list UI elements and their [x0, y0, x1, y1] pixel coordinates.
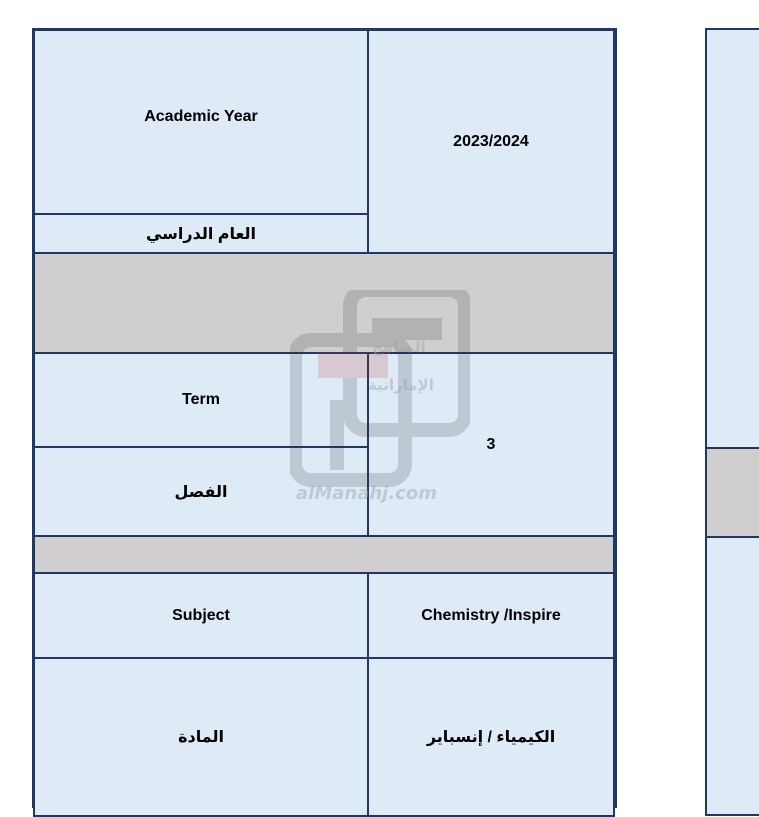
right-table-separator [705, 447, 759, 538]
subject-label-en: Subject [33, 572, 369, 659]
right-table-cell-top [705, 28, 759, 449]
watermark-text: alManahj.com [296, 483, 437, 504]
academic-year-label-ar: العام الدراسي [33, 213, 369, 254]
academic-year-label-en: Academic Year [33, 29, 369, 215]
subject-label-ar: المادة [33, 657, 369, 817]
term-value: 3 [367, 352, 615, 537]
academic-year-value: 2023/2024 [367, 29, 615, 254]
right-table-cell-bottom [705, 536, 759, 816]
term-label-en: Term [33, 352, 369, 448]
separator-row-2 [33, 535, 615, 574]
separator-row-1 [33, 252, 615, 354]
subject-value-en: Chemistry /Inspire [367, 572, 615, 659]
subject-value-ar: الكيمياء / إنسباير [367, 657, 615, 817]
watermark-arabic-line-2: الإماراتية [368, 377, 434, 394]
term-label-ar: الفصل [33, 446, 369, 537]
watermark-arabic-line-1: المناهج [372, 339, 426, 356]
